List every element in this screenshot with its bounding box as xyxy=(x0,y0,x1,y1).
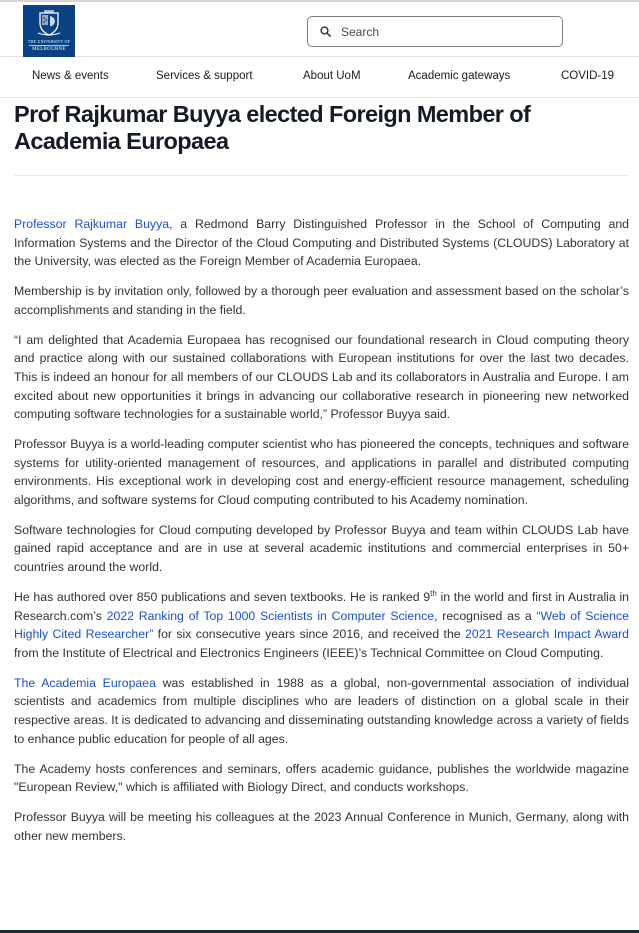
professor-profile-link[interactable]: Professor Rajkumar Buyya xyxy=(14,217,170,231)
university-logo[interactable] xyxy=(23,5,75,57)
paragraph-achievements: Professor Buyya is a world-leading computer scientist who has pioneered the concepts, techniques and software systems for utility-oriented management of resources, and applications in parallel and distributed computing environments. His exceptional work in developing cost and energy-efficient resource management, scheduling algorithms, and software systems for Cloud computing contributed to his Academy nomination. xyxy=(14,437,629,507)
ranking-link[interactable]: 2022 Ranking of Top 1000 Scientists in Computer Science xyxy=(106,608,435,623)
search-icon xyxy=(319,26,331,38)
article-body xyxy=(14,215,629,857)
highly-cited-link[interactable]: “Web of Science Highly Cited Researcher” xyxy=(14,608,629,642)
main-nav xyxy=(0,57,639,98)
logo-line2: MELBOURNE xyxy=(32,47,66,52)
academia-europaea-link[interactable]: The Academia Europaea xyxy=(14,675,156,690)
crest-icon xyxy=(36,9,62,37)
nav-about-uom[interactable]: About UoM xyxy=(303,70,361,82)
title-divider xyxy=(14,175,628,176)
paragraph-software: Software technologies for Cloud computing developed by Professor Buyya and team within CLOUDS Lab have gained rapid acceptance and are in use at several academic institutions and commercial enterprises in 50+ countries around the world. xyxy=(14,522,629,575)
paragraph-rankings: He has authored over 850 publications and seven textbooks. He is ranked 9th in the world and first in Australia in Research.com’s 2022 Ranking of Top 1000 Scientists in Computer Science, recognised as a “Web of Science Highly Cited Researcher” for six consecutive years since 2016, and received the 2021 Research Impact Award from the Institute of Electrical and Electronics Engineers (IEEE)’s Technical Committee on Cloud Computing. xyxy=(14,588,630,660)
paragraph-quote: “I am delighted that Academia Europaea has recognised our foundational research in Cloud computing theory and practice along with our sustained collaborations with European institutions for over the last two decades. This is indeed an honour for all members of our CLOUDS Lab and its collaborators in Australia and Europe. I am excited about new opportunities it brings in advancing our collaborative research in pioneering new networked computing software technologies for a sustainable world,” Professor Buyya said. xyxy=(14,332,629,422)
nav-services-support[interactable]: Services & support xyxy=(156,70,253,82)
logo-line1: THE UNIVERSITY OF xyxy=(27,39,71,44)
paragraph-conference: Professor Buyya will be meeting his colleagues at the 2023 Annual Conference in Munich, Germany, along with other new members. xyxy=(14,810,629,843)
nav-news-events[interactable]: News & events xyxy=(32,70,109,82)
page-title: Prof Rajkumar Buyya elected Foreign Member of Academia Europaea xyxy=(14,101,531,154)
research-impact-award-link[interactable]: 2021 Research Impact Award xyxy=(465,627,630,642)
search-input[interactable] xyxy=(341,25,541,39)
search-box[interactable] xyxy=(307,16,563,47)
nav-academic-gateways[interactable]: Academic gateways xyxy=(408,70,511,82)
paragraph-intro: Professor Rajkumar Buyya, a Redmond Barry Distinguished Professor in the School of Computing and Information Systems and the Director of the Cloud Computing and Distributed Systems (CLOUDS) Laboratory at the University, was elected as the Foreign Member of Academia Europaea. xyxy=(14,217,630,269)
paragraph-academia: The Academia Europaea was established in 1988 as a global, non-governmental association of individual scientists and academics from multiple disciplines who are leaders of distinction on a global scale in their respective areas. It is dedicated to advancing and disseminating outstanding knowledge across a variety of fields to enhance public education for people of all ages. xyxy=(14,675,629,746)
paragraph-membership: Membership is by invitation only, followed by a thorough peer evaluation and assessment based on the scholar’s accomplishments and standing in the field. xyxy=(14,284,629,317)
logo-divider xyxy=(29,45,69,46)
ordinal-suffix: th xyxy=(430,588,437,598)
nav-covid-19[interactable]: COVID-19 xyxy=(561,70,615,82)
paragraph-academy-activities: The Academy hosts conferences and seminars, offers academic guidance, publishes the worldwide magazine "European Review," which is affiliated with Biology Direct, and conducts workshops. xyxy=(14,761,629,795)
site-header xyxy=(0,0,639,57)
